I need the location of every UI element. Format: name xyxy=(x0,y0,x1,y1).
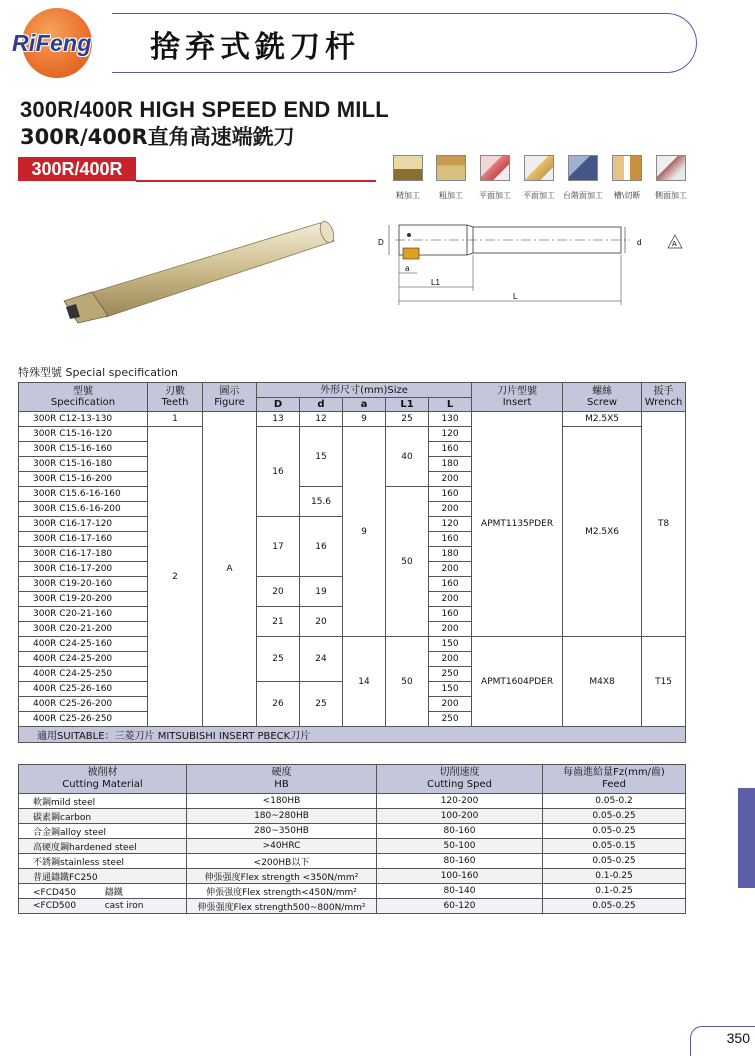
cell-L: 200 xyxy=(429,622,472,637)
cell-feed: 0.05-0.25 xyxy=(543,824,686,839)
cell-L1: 40 xyxy=(386,427,429,487)
cell-L: 200 xyxy=(429,502,472,517)
hdr-material-en: Cutting Material xyxy=(62,779,143,790)
slotting-icon xyxy=(612,155,642,181)
op-label-face-2: 平面加工 xyxy=(523,191,555,200)
hdr-screw-cn: 螺絲 xyxy=(592,386,613,397)
cell-speed: 80-140 xyxy=(377,884,543,899)
cell-L: 120 xyxy=(429,517,472,532)
cell-a: 14 xyxy=(343,637,386,727)
spec-table xyxy=(18,382,686,743)
cell-d: 15 xyxy=(300,427,343,487)
cell-L: 130 xyxy=(429,412,472,427)
cell-spec: 300R C15.6-16-200 xyxy=(19,502,148,517)
cell-d: 20 xyxy=(300,607,343,637)
cell-screw: M2.5X5 xyxy=(563,412,642,427)
cell-spec: 300R C19-20-160 xyxy=(19,577,148,592)
badge-underline xyxy=(136,180,376,182)
hdr-hb-cn: 硬度 xyxy=(271,767,292,778)
cell-speed: 50-100 xyxy=(377,839,543,854)
cell-spec: 300R C20-21-200 xyxy=(19,622,148,637)
cell-spec: 300R C20-21-160 xyxy=(19,607,148,622)
dim-a: a xyxy=(405,264,410,273)
col-L: L xyxy=(429,398,472,412)
cell-speed: 100-200 xyxy=(377,809,543,824)
cell-hb: 伸張强度Flex strength <350N/mm² xyxy=(187,869,377,884)
table-row xyxy=(19,899,686,914)
cell-L: 200 xyxy=(429,652,472,667)
table-row xyxy=(19,869,686,884)
col-screw xyxy=(563,383,642,412)
cell-spec: 400R C25-26-200 xyxy=(19,697,148,712)
cell-hb: 伸張强度Flex strength<450N/mm² xyxy=(187,884,377,899)
product-badge: 300R/400R xyxy=(18,157,136,181)
hdr-model-cn: 型號 xyxy=(73,386,93,397)
col-D: D xyxy=(257,398,300,412)
roughing-icon xyxy=(436,155,466,181)
op-label-slot: 槽\切断 xyxy=(613,191,641,200)
cell-d: 24 xyxy=(300,637,343,682)
hdr-feed-cn: 每齒進給量Fz(mm/齒) xyxy=(563,767,665,778)
hdr-teeth-cn: 刃數 xyxy=(165,386,185,397)
cell-L: 200 xyxy=(429,472,472,487)
cell-L1: 50 xyxy=(386,487,429,637)
table-row xyxy=(19,412,686,427)
hdr-wrench-cn: 扳手 xyxy=(653,386,674,397)
cell-spec: 400R C25-26-160 xyxy=(19,682,148,697)
cell-D: 26 xyxy=(257,682,300,727)
hdr-insert-en: Insert xyxy=(502,397,532,408)
spec-caption: 特殊型號 Special specification xyxy=(18,366,178,379)
suitable-note: 適用SUITABLE：三菱刀片 MITSUBISHI INSERT PBECK刀片 xyxy=(19,727,686,743)
cell-feed: 0.1-0.25 xyxy=(543,869,686,884)
cell-d: 19 xyxy=(300,577,343,607)
cutting-conditions-table xyxy=(18,764,686,914)
cell-insert: APMT1135PDER xyxy=(472,412,563,637)
cell-material: <FCD450 鑄鐵 xyxy=(19,884,187,899)
cell-L: 180 xyxy=(429,457,472,472)
hdr-figure-en: Figure xyxy=(214,397,245,408)
col-speed xyxy=(377,765,543,794)
hdr-model-en: Specification xyxy=(50,397,116,408)
cell-D: 25 xyxy=(257,637,300,682)
section-tab xyxy=(738,788,755,888)
table-row xyxy=(19,794,686,809)
cell-L: 180 xyxy=(429,547,472,562)
cell-spec: 400R C24-25-200 xyxy=(19,652,148,667)
table-row xyxy=(19,839,686,854)
col-size: 外形尺寸(mm)Size xyxy=(257,383,472,398)
cell-L: 150 xyxy=(429,682,472,697)
face-milling-2-icon xyxy=(524,155,554,181)
table-row xyxy=(19,637,686,652)
cell-spec: 300R C15-16-200 xyxy=(19,472,148,487)
dim-D: D xyxy=(378,238,384,247)
cell-material: 合金鋼alloy steel xyxy=(19,824,187,839)
col-feed xyxy=(543,765,686,794)
cell-wrench: T15 xyxy=(642,637,686,727)
dim-d: d xyxy=(637,238,642,247)
cell-L1: 25 xyxy=(386,412,429,427)
cell-a: 9 xyxy=(343,427,386,637)
cell-speed: 100-160 xyxy=(377,869,543,884)
cell-L: 160 xyxy=(429,577,472,592)
cell-teeth: 2 xyxy=(148,427,203,727)
cell-material: 普通鑄鐵FC250 xyxy=(19,869,187,884)
hdr-speed-cn: 切削速度 xyxy=(439,767,480,778)
col-L1: L1 xyxy=(386,398,429,412)
cell-spec: 300R C16-17-120 xyxy=(19,517,148,532)
page-number: 350 xyxy=(726,1030,750,1046)
table-row xyxy=(19,854,686,869)
cell-spec: 300R C15.6-16-160 xyxy=(19,487,148,502)
side-milling-icon xyxy=(656,155,686,181)
op-label-side: 側面加工 xyxy=(655,191,687,200)
cell-feed: 0.05-0.25 xyxy=(543,854,686,869)
hdr-feed-en: Feed xyxy=(602,779,626,790)
cell-D: 13 xyxy=(257,412,300,427)
cell-L: 250 xyxy=(429,712,472,727)
hdr-material-cn: 被削材 xyxy=(87,767,118,778)
shoulder-milling-icon xyxy=(568,155,598,181)
cell-L: 200 xyxy=(429,697,472,712)
face-milling-icon xyxy=(480,155,510,181)
op-label-face: 平面加工 xyxy=(479,191,511,200)
cell-hb: <200HB以下 xyxy=(187,854,377,869)
end-mill-photo xyxy=(50,215,350,335)
cell-L: 150 xyxy=(429,637,472,652)
hdr-hb-en: HB xyxy=(274,779,289,790)
col-d: d xyxy=(300,398,343,412)
cell-hb: >40HRC xyxy=(187,839,377,854)
cell-spec: 400R C25-26-250 xyxy=(19,712,148,727)
cell-spec: 300R C15-16-180 xyxy=(19,457,148,472)
cell-L: 200 xyxy=(429,592,472,607)
hdr-figure-cn: 圖示 xyxy=(219,386,240,397)
cell-spec: 300R C15-16-160 xyxy=(19,442,148,457)
hdr-teeth-en: Teeth xyxy=(161,397,189,408)
cell-material: 軟鋼mild steel xyxy=(19,794,187,809)
dim-L: L xyxy=(513,292,518,301)
cell-material: 不銹鋼stainless steel xyxy=(19,854,187,869)
cell-L: 160 xyxy=(429,532,472,547)
cell-L: 120 xyxy=(429,427,472,442)
hdr-speed-en: Cutting Sped xyxy=(427,779,492,790)
cell-D: 17 xyxy=(257,517,300,577)
table-row xyxy=(19,884,686,899)
cell-feed: 0.05-0.2 xyxy=(543,794,686,809)
product-title-en: 300R/400R HIGH SPEED END MILL xyxy=(20,97,389,122)
cell-d: 15.6 xyxy=(300,487,343,517)
cell-speed: 80-160 xyxy=(377,824,543,839)
cell-spec: 300R C16-17-200 xyxy=(19,562,148,577)
cell-L: 250 xyxy=(429,667,472,682)
col-teeth xyxy=(148,383,203,412)
hdr-insert-cn: 刀片型號 xyxy=(497,386,538,397)
cell-speed: 60-120 xyxy=(377,899,543,914)
cell-L: 160 xyxy=(429,607,472,622)
table-row xyxy=(19,427,686,442)
dim-L1: L1 xyxy=(431,278,440,287)
cell-feed: 0.05-0.25 xyxy=(543,809,686,824)
cell-L: 200 xyxy=(429,562,472,577)
cell-wrench: T8 xyxy=(642,412,686,637)
col-wrench xyxy=(642,383,686,412)
cell-screw: M4X8 xyxy=(563,637,642,727)
col-figure xyxy=(203,383,257,412)
table-row xyxy=(19,809,686,824)
hdr-screw-en: Screw xyxy=(587,397,618,408)
cell-spec: 300R C15-16-120 xyxy=(19,427,148,442)
cell-hb: 伸張强度Flex strength500~800N/mm² xyxy=(187,899,377,914)
table-row xyxy=(19,824,686,839)
cell-spec: 400R C24-25-250 xyxy=(19,667,148,682)
cell-d: 25 xyxy=(300,682,343,727)
cell-spec: 300R C16-17-180 xyxy=(19,547,148,562)
cell-spec: 300R C19-20-200 xyxy=(19,592,148,607)
cell-hb: 180~280HB xyxy=(187,809,377,824)
cell-insert: APMT1604PDER xyxy=(472,637,563,727)
cell-material: 碳素鋼carbon xyxy=(19,809,187,824)
col-insert xyxy=(472,383,563,412)
cell-speed: 120-200 xyxy=(377,794,543,809)
op-label-finishing: 精加工 xyxy=(396,191,420,200)
cell-D: 21 xyxy=(257,607,300,637)
cell-teeth: 1 xyxy=(148,412,203,427)
cell-spec: 300R C12-13-130 xyxy=(19,412,148,427)
cell-L: 160 xyxy=(429,442,472,457)
cell-speed: 80-160 xyxy=(377,854,543,869)
cell-L1: 50 xyxy=(386,637,429,727)
cell-d: 12 xyxy=(300,412,343,427)
cell-a: 9 xyxy=(343,412,386,427)
cell-d: 16 xyxy=(300,517,343,577)
cell-feed: 0.05-0.25 xyxy=(543,899,686,914)
cell-spec: 300R C16-17-160 xyxy=(19,532,148,547)
cell-feed: 0.05-0.15 xyxy=(543,839,686,854)
col-a: a xyxy=(343,398,386,412)
finishing-icon xyxy=(393,155,423,181)
col-spec xyxy=(19,383,148,412)
cell-L: 160 xyxy=(429,487,472,502)
brand-logo: RiFeng xyxy=(12,30,92,56)
hdr-wrench-en: Wrench xyxy=(644,397,683,408)
page-title: 捨弃式銑刀杆 xyxy=(150,30,360,65)
cell-D: 16 xyxy=(257,427,300,517)
cell-hb: 280~350HB xyxy=(187,824,377,839)
cell-material: <FCD500 cast iron xyxy=(19,899,187,914)
tool-dimension-drawing xyxy=(375,215,695,310)
spec-footer xyxy=(19,727,686,743)
cell-material: 高硬度鋼hardened steel xyxy=(19,839,187,854)
cell-figure: A xyxy=(203,412,257,727)
product-title-cn: 300R/400R直角高速端銑刀 xyxy=(20,125,295,149)
cell-feed: 0.1-0.25 xyxy=(543,884,686,899)
op-label-shoulder: 台階面加工 xyxy=(563,191,603,200)
cell-spec: 400R C24-25-160 xyxy=(19,637,148,652)
figure-label: A xyxy=(672,241,677,248)
cell-D: 20 xyxy=(257,577,300,607)
col-hardness xyxy=(187,765,377,794)
cell-hb: <180HB xyxy=(187,794,377,809)
op-label-roughing: 粗加工 xyxy=(439,191,463,200)
cell-screw: M2.5X6 xyxy=(563,427,642,637)
col-material xyxy=(19,765,187,794)
